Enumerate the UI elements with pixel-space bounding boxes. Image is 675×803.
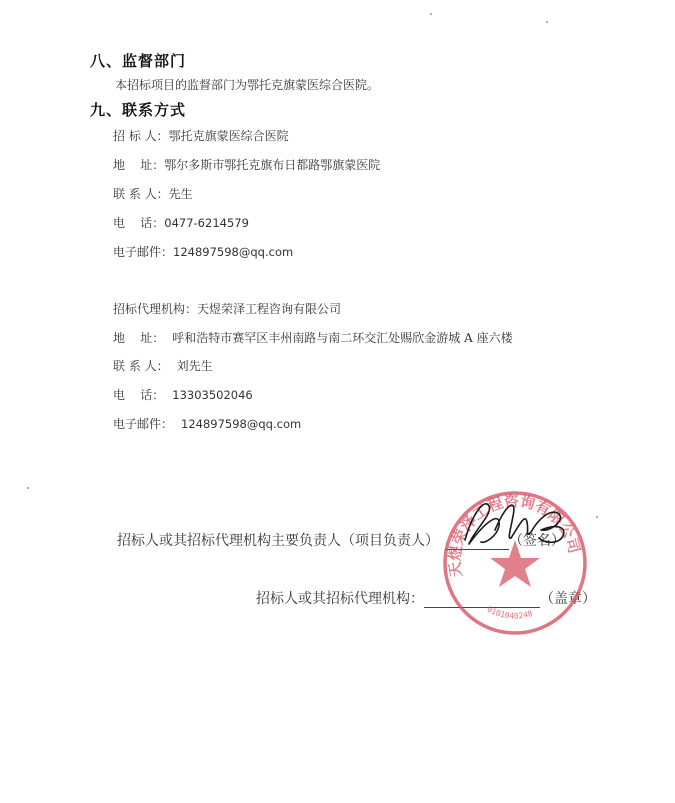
sign-suffix: （签名） <box>509 533 565 549</box>
agency-address: 呼和浩特市赛罕区丰州南路与南二环交汇处赐欣金游城 A 座六楼 <box>172 331 513 345</box>
section-heading-supervision: 八、监督部门 <box>90 52 187 70</box>
agency-phone-label: 电 话： <box>113 388 165 402</box>
handwritten-signature <box>455 492 575 562</box>
agency-name-label: 招标代理机构： <box>113 302 198 316</box>
scan-speck <box>430 13 432 15</box>
agency-contact-row <box>113 357 213 374</box>
scan-speck <box>546 21 548 23</box>
scan-speck <box>596 516 598 518</box>
agency-contact: 刘先生 <box>176 359 213 373</box>
seal-top-text: 天煜荣泽工程咨询有限公司 <box>445 491 584 579</box>
agency-email-row <box>113 415 301 432</box>
tenderer-phone-row <box>113 214 249 231</box>
tenderer-email: 124897598@qq.com <box>173 245 294 259</box>
tenderer-phone-label: 电 话： <box>113 216 165 230</box>
tenderer-phone: 0477-6214579 <box>164 216 249 230</box>
tenderer-contact: 先生 <box>168 187 193 201</box>
seal-number: 0101040248 <box>485 604 534 621</box>
section-heading-contact: 九、联系方式 <box>90 101 187 119</box>
responsible-label: 招标人或其招标代理机构主要负责人（项目负责人） <box>117 533 439 549</box>
tenderer-name-row <box>113 127 289 144</box>
agency-seal-label: 招标人或其招标代理机构： <box>256 591 424 607</box>
tenderer-address-row <box>113 156 380 173</box>
tenderer-contact-label: 联 系 人： <box>113 187 169 201</box>
agency-name-row <box>113 300 341 317</box>
agency-phone-row <box>113 386 253 403</box>
scan-speck <box>27 487 29 489</box>
tenderer-name-label: 招 标 人： <box>113 129 169 143</box>
agency-phone: 13303502046 <box>172 388 253 402</box>
tenderer-contact-row <box>113 185 193 202</box>
agency-name: 天煜荣泽工程咨询有限公司 <box>197 302 342 316</box>
tenderer-address: 鄂尔多斯市鄂托克旗布日都路鄂旗蒙医院 <box>164 158 381 172</box>
agency-email: 124897598@qq.com <box>181 417 302 431</box>
agency-email-label: 电子邮件： <box>113 417 174 431</box>
agency-contact-label: 联 系 人： <box>113 359 169 373</box>
tenderer-name: 鄂托克旗蒙医综合医院 <box>168 129 289 143</box>
tenderer-email-row <box>113 243 293 260</box>
tenderer-address-label: 地 址： <box>113 158 165 172</box>
agency-address-label: 地 址： <box>113 331 165 345</box>
seal-suffix: （盖章） <box>540 591 596 607</box>
tenderer-email-label: 电子邮件： <box>113 245 174 259</box>
supervision-text: 本招标项目的监督部门为鄂托克旗蒙医综合医院。 <box>115 78 380 92</box>
agency-address-row <box>113 329 513 346</box>
